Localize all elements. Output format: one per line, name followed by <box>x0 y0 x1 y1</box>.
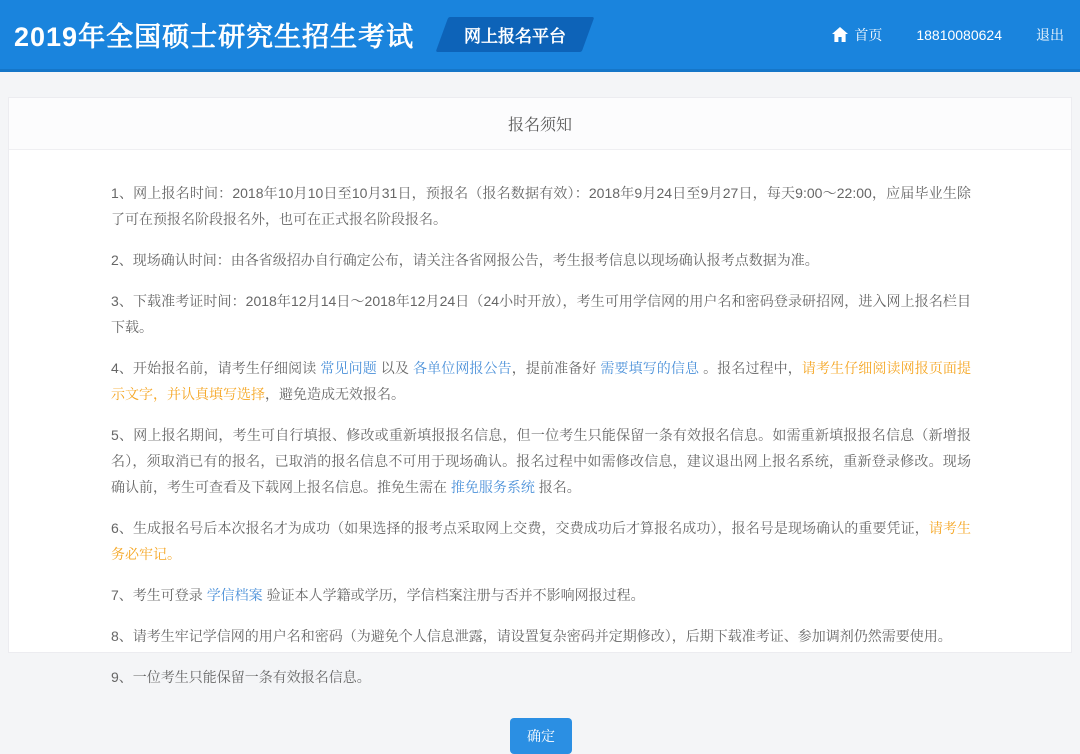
header-nav <box>832 25 1064 45</box>
panel-title-bar <box>9 98 1071 150</box>
notice-text: 6、生成报名号后本次报名才为成功（如果选择的报考点采取网上交费，交费成功后才算报名成功），报名号是现场确认的重要凭证， <box>111 520 929 536</box>
content-panel <box>8 97 1072 744</box>
notice-text: 9、一位考生只能保留一条有效报名信息。 <box>111 669 371 685</box>
inline-link[interactable]: 推免服务系统 <box>450 479 535 495</box>
platform-badge <box>436 17 595 52</box>
warning-text: 请考生务必牢记。 <box>111 520 971 562</box>
notice-item <box>111 180 971 232</box>
notice-item <box>111 582 971 608</box>
nav-logout-link[interactable]: 退出 <box>1036 26 1064 43</box>
nav-home-link[interactable] <box>832 25 882 45</box>
nav-phone-number[interactable]: 18810080624 <box>916 26 1002 43</box>
notice-text: 1、网上报名时间：2018年10月10日至10月31日，预报名（报名数据有效）：2018年9月24日至9月27日，每天9:00～22:00，应届毕业生除了可在预报名阶段报名外，也可在正式报名阶段报名。 <box>111 185 971 227</box>
notice-text: 4、开始报名前，请考生仔细阅读 <box>111 360 321 376</box>
notice-text: 报名。 <box>534 479 581 495</box>
notice-item <box>111 247 971 273</box>
notice-list <box>111 180 971 690</box>
notice-item <box>111 422 971 500</box>
notice-text: ，提前准备好 <box>511 360 601 376</box>
notice-item <box>111 623 971 649</box>
notice-text: 。报名过程中， <box>699 360 802 376</box>
platform-badge-label: 网上报名平台 <box>464 27 567 46</box>
button-row <box>111 718 971 754</box>
notice-text: 2、现场确认时间：由各省级招办自行确定公布，请关注各省网报公告，考生报考信息以现场确认报考点数据为准。 <box>111 252 819 268</box>
inline-link[interactable]: 各单位网报公告 <box>413 360 512 376</box>
notice-item <box>111 515 971 567</box>
notice-text: 5、网上报名期间，考生可自行填报、修改或重新填报报名信息，但一位考生只能保留一条有效报名信息。如需重新填报报名信息（新增报名），须取消已有的报名，已取消的报名信息不可用于现场确认。报名过程中如需修改信息，建议退出网上报名系统，重新登录修改。现场确认前，考生可查看及下载网上报名信息。推免生需在 <box>111 427 971 495</box>
notice-item <box>111 288 971 340</box>
notice-text: 验证本人学籍或学历，学信档案注册与否并不影响网报过程。 <box>262 587 645 603</box>
warning-text: 请考生仔细阅读网报页面提示文字，并认真填写选择 <box>111 360 972 402</box>
notice-text: 7、考生可登录 <box>111 587 207 603</box>
inline-link[interactable]: 学信档案 <box>206 587 263 603</box>
notice-item <box>111 355 971 407</box>
home-icon <box>832 27 848 42</box>
notice-text: 3、下载准考证时间：2018年12月14日～2018年12月24日（24小时开放），考生可用学信网的用户名和密码登录研招网，进入网上报名栏目下载。 <box>111 293 971 335</box>
site-title: 2019年全国硕士研究生招生考试 <box>14 22 415 52</box>
page-title: 报名须知 <box>507 117 572 134</box>
nav-home-label: 首页 <box>854 26 883 43</box>
top-header <box>0 0 1080 72</box>
confirm-button[interactable]: 确定 <box>510 718 572 754</box>
notice-text: ，避免造成无效报名。 <box>265 386 405 402</box>
notice-item <box>111 664 971 690</box>
notice-text: 以及 <box>376 360 413 376</box>
inline-link[interactable]: 常见问题 <box>320 360 377 376</box>
inline-link[interactable]: 需要填写的信息 <box>600 360 700 376</box>
notice-text: 8、请考生牢记学信网的用户名和密码（为避免个人信息泄露，请设置复杂密码并定期修改），后期下载准考证、参加调剂仍然需要使用。 <box>111 628 952 644</box>
panel-body <box>9 150 1071 754</box>
